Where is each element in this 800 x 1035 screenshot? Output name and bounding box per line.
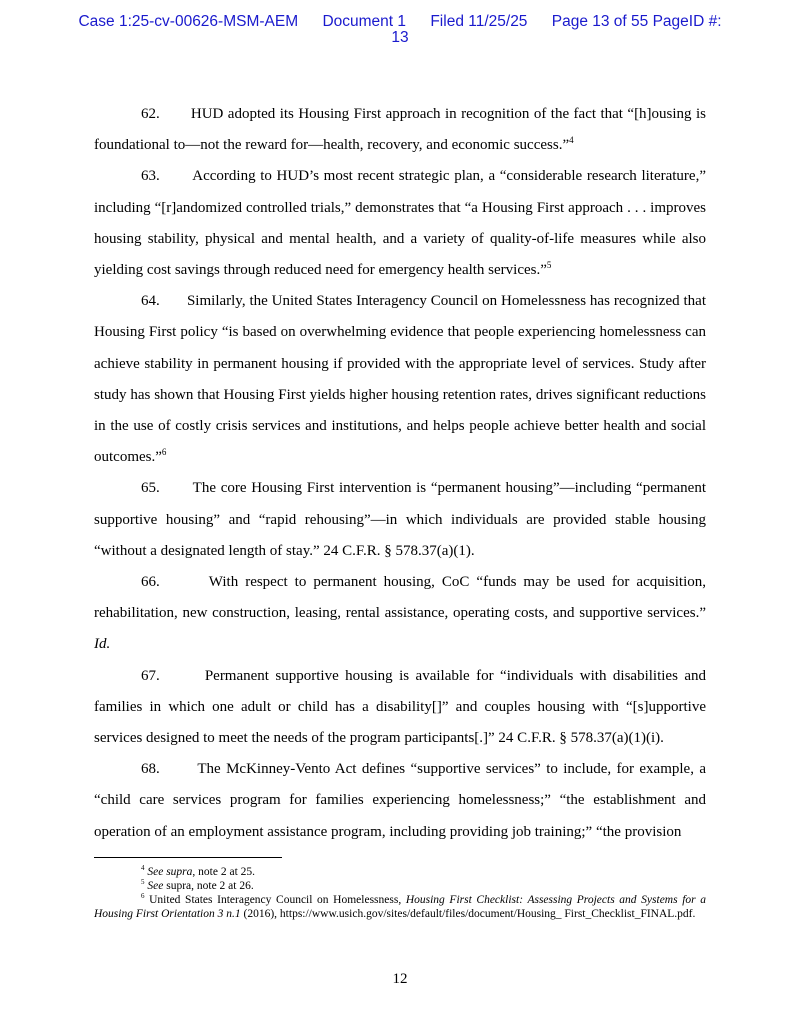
paragraph-68 <box>94 754 706 848</box>
footnote-text: (2016), https://www.usich.gov/sites/default/files/document/Housing_ First_Checklist_FINAL.pdf. <box>240 908 696 920</box>
paragraph-text: HUD adopted its Housing First approach in recognition of the fact that “[h]ousing is foundational to—not the reward for—health, recovery, and economic success.” <box>94 106 707 154</box>
filed-date: Filed 11/25/25 <box>430 13 528 30</box>
paragraph-67 <box>94 661 706 755</box>
paragraph-64 <box>94 286 706 473</box>
page-number: 12 <box>392 971 408 987</box>
paragraph-65 <box>94 473 706 567</box>
footnote-text: , note 2 at 25. <box>192 866 256 878</box>
footnotes <box>94 865 706 921</box>
citation: Id. <box>94 636 111 653</box>
paragraph-number: 67. <box>141 667 160 684</box>
document-body <box>94 99 706 848</box>
paragraph-text: Permanent supportive housing is available for “individuals with disabilities and families in which one adult or child has a disability[]” and couples housing with “[s]upportive services designed to meet the needs of the program participants[.]” 24 C.F.R. § 578.37(a)(1)(i). <box>94 667 706 747</box>
footnote-text: supra, note 2 at 26. <box>163 880 254 892</box>
paragraph-number: 65. <box>141 480 160 497</box>
page-of: Page 13 of 55 PageID #: <box>551 13 722 30</box>
paragraph-number: 66. <box>141 574 160 591</box>
paragraph-text: The McKinney-Vento Act defines “supportive services” to include, for example, a “child care services program for families experiencing homelessness;” “the establishment and operation of an employment assistance program, including providing job training;” “the provision <box>94 761 706 840</box>
footnote-4 <box>94 865 706 879</box>
footnote-lead: United States Interagency Council on Homelessness, <box>149 894 406 906</box>
paragraph-text: The core Housing First intervention is “permanent housing”—including “permanent supportive housing” and “rapid rehousing”—in which individuals are provided stable housing “without a designated length of stay.” 24 C.F.R. § 578.37(a)(1). <box>94 480 706 559</box>
paragraph-text: With respect to permanent housing, CoC “funds may be used for acquisition, rehabilitation, new construction, leasing, rental assistance, operating costs, and supportive services.” <box>94 574 706 622</box>
paragraph-63 <box>94 161 706 286</box>
paragraph-number: 68. <box>141 761 160 778</box>
page-id: 13 <box>391 29 409 46</box>
paragraph-number: 63. <box>141 168 160 185</box>
footnote-number: 5 <box>141 878 145 887</box>
paragraph-text: According to HUD’s most recent strategic plan, a “considerable research literature,” including “[r]andomized controlled trials,” demonstrates that “a Housing First approach . . . improves housing stability, physical and mental health, and a variety of quality-of-life measures while also yielding cost savings through reduced need for emergency health services.” <box>94 168 706 279</box>
document-number: Document 1 <box>322 13 407 30</box>
footnote-ref: 5 <box>546 260 552 271</box>
footnote-5 <box>94 879 706 893</box>
footnote-divider <box>94 857 282 858</box>
paragraph-text: Similarly, the United States Interagency Council on Homelessness has recognized that Housing First policy “is based on overwhelming evidence that people experiencing homelessness can achieve stability in permanent housing if provided with the appropriate level of services. Study after study has shown that Housing First yields higher housing retention rates, drives significant reductions in the use of costly crisis services and institutions, and helps people achieve better health and social outcomes.” <box>94 293 706 466</box>
footnote-ref: 6 <box>161 447 167 458</box>
footnote-italic: Housing First Checklist: Assessing Projects and Systems for a Housing First Orientation 3 n.1 <box>94 894 706 920</box>
ecf-header <box>0 14 800 46</box>
footnote-italic: See <box>147 880 164 892</box>
paragraph-number: 64. <box>141 293 160 310</box>
paragraph-number: 62. <box>141 106 160 122</box>
paragraph-62 <box>94 99 706 161</box>
footnote-number: 4 <box>141 864 145 873</box>
case-number: Case 1:25-cv-00626-MSM-AEM <box>78 13 299 30</box>
paragraph-66 <box>94 567 706 661</box>
footnote-ref: 4 <box>569 135 574 146</box>
footnote-number: 6 <box>141 892 145 901</box>
footnote-italic: See supra <box>147 866 193 878</box>
footnote-6 <box>94 893 706 921</box>
